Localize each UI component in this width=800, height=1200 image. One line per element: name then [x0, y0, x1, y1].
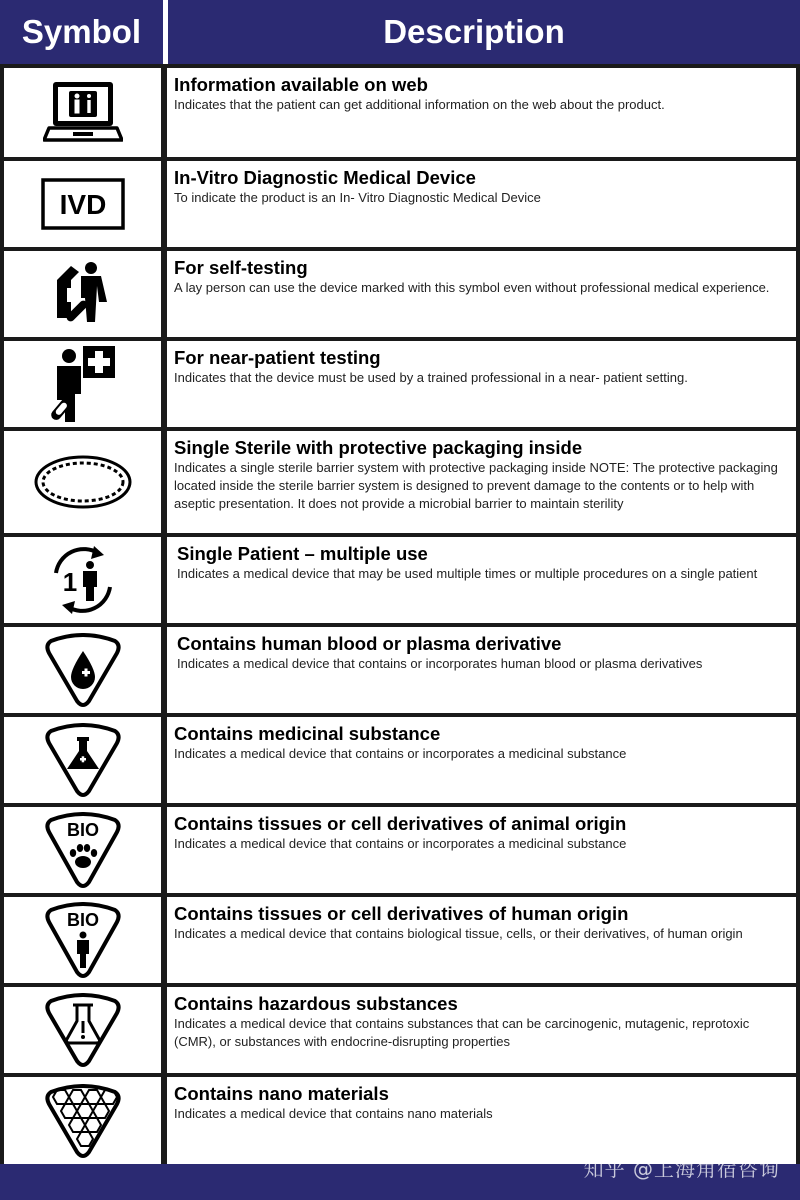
nano-materials-icon	[43, 1084, 123, 1158]
row-title: Single Patient – multiple use	[177, 543, 428, 564]
patient-number-text: 1	[62, 567, 77, 597]
description-cell	[167, 897, 796, 983]
animal-origin-icon	[43, 812, 123, 888]
row-description: Indicates a medical device that may be used multiple times or multiple procedures on a single patient	[177, 566, 758, 581]
table-row	[0, 337, 800, 427]
row-description: Indicates a medical device that contains or incorporates a medicinal substance	[174, 836, 627, 851]
table-row	[0, 247, 800, 337]
table-row	[0, 1073, 800, 1164]
row-title: For self-testing	[174, 257, 308, 278]
symbol-cell	[4, 68, 161, 157]
near-patient-testing-icon	[49, 344, 117, 424]
row-title: Information available on web	[174, 74, 428, 95]
symbol-column-header: Symbol	[21, 13, 142, 50]
symbol-cell	[4, 987, 161, 1073]
single-patient-multiple-use-icon	[46, 543, 120, 617]
symbol-cell	[4, 807, 161, 893]
description-cell	[167, 627, 796, 713]
row-title: Single Sterile with protective packaging inside	[174, 437, 583, 458]
row-description: Indicates a medical device that contains or incorporates a medicinal substance	[174, 746, 627, 761]
symbol-cell	[4, 161, 161, 247]
table-row	[0, 623, 800, 713]
table-row	[0, 427, 800, 533]
table-row	[0, 157, 800, 247]
symbol-cell	[4, 1077, 161, 1164]
description-cell	[167, 68, 796, 157]
row-title: Contains tissues or cell derivatives of human origin	[174, 903, 629, 924]
self-testing-icon	[53, 258, 113, 330]
symbol-cell	[4, 897, 161, 983]
description-cell	[167, 341, 796, 427]
watermark: 知乎 @上海角宿咨询	[583, 1157, 780, 1181]
description-cell	[167, 537, 796, 623]
row-description: To indicate the product is an In- Vitro Diagnostic Medical Device	[174, 190, 541, 205]
symbol-cell	[4, 251, 161, 337]
ivd-icon-text: IVD	[59, 189, 106, 220]
symbol-cell	[4, 627, 161, 713]
human-origin-icon	[43, 902, 123, 978]
information-on-web-icon	[43, 78, 123, 148]
row-title: Contains tissues or cell derivatives of animal origin	[174, 813, 627, 834]
row-description: Indicates a single sterile barrier system with protective packaging inside NOTE: The protective packaging located inside the sterile barrier system is designed to prevent damage to the contents or to help with aseptic presentation. It does not provide a microbial barrier to maintain sterility	[174, 460, 778, 511]
description-cell	[167, 251, 796, 337]
symbol-table	[0, 64, 800, 1164]
symbol-cell	[4, 341, 161, 427]
table-row	[0, 713, 800, 803]
row-title: Contains nano materials	[174, 1083, 389, 1104]
medicinal-substance-icon	[43, 723, 123, 797]
sterile-packaging-icon	[33, 454, 133, 510]
row-description: A lay person can use the device marked with this symbol even without professional medical experience.	[174, 280, 770, 295]
symbol-cell	[4, 717, 161, 803]
table-header	[0, 0, 800, 64]
description-cell	[167, 161, 796, 247]
table-row	[0, 893, 800, 983]
description-cell	[167, 987, 796, 1073]
human-blood-icon	[43, 633, 123, 707]
row-description: Indicates a medical device that contains or incorporates human blood or plasma derivatives	[177, 656, 703, 671]
row-title: In-Vitro Diagnostic Medical Device	[174, 167, 476, 188]
row-title: Contains human blood or plasma derivative	[177, 633, 562, 654]
row-title: Contains hazardous substances	[174, 993, 458, 1014]
row-description: Indicates a medical device that contains substances that can be carcinogenic, mutagenic, reprotoxic (CMR), or substances with endocrine-disrupting properties	[174, 1016, 750, 1049]
symbol-cell	[4, 537, 161, 623]
table-row	[0, 533, 800, 623]
table-row	[0, 983, 800, 1073]
row-description: Indicates a medical device that contains nano materials	[174, 1106, 493, 1121]
row-description: Indicates a medical device that contains biological tissue, cells, or their derivatives, of human origin	[174, 926, 743, 941]
row-title: Contains medicinal substance	[174, 723, 441, 744]
table-row	[0, 64, 800, 157]
description-cell	[167, 717, 796, 803]
bio-label-text: BIO	[66, 910, 99, 930]
row-description: Indicates that the patient can get additional information on the web about the product.	[174, 97, 665, 112]
description-column-header: Description	[383, 13, 565, 50]
description-cell	[167, 1077, 796, 1164]
ivd-icon	[41, 178, 125, 230]
description-cell	[167, 807, 796, 893]
bio-label-text: BIO	[66, 820, 99, 840]
table-row	[0, 803, 800, 893]
description-cell	[167, 431, 796, 533]
row-description: Indicates that the device must be used by a trained professional in a near- patient setting.	[174, 370, 688, 385]
symbol-cell	[4, 431, 161, 533]
row-title: For near-patient testing	[174, 347, 381, 368]
hazardous-substances-icon	[43, 993, 123, 1067]
